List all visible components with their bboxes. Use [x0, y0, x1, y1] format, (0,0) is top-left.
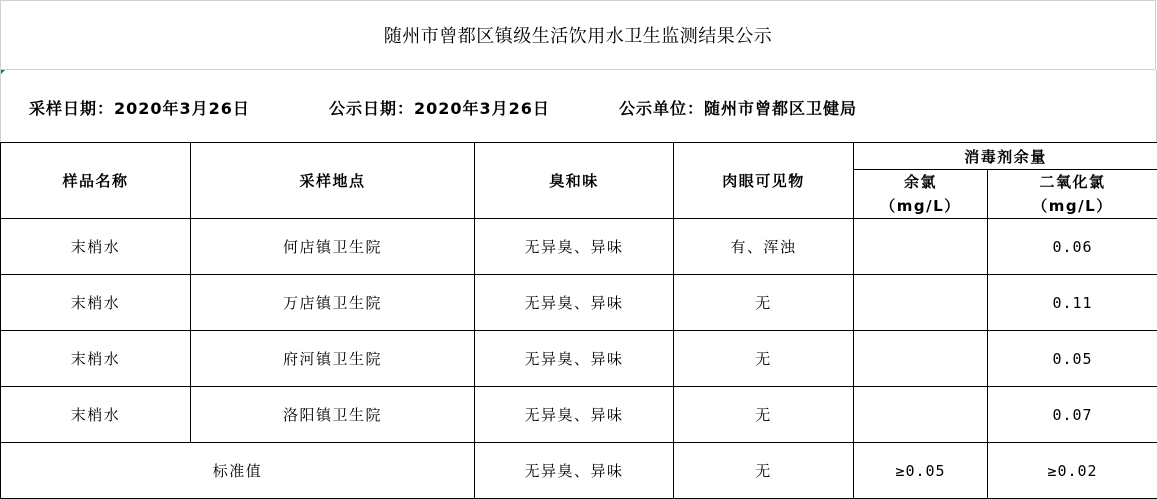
table-row — [1, 219, 1157, 275]
standard-chlorine: ≥0.05 — [854, 443, 988, 499]
standard-row — [1, 443, 1157, 499]
cell-dioxide: 0.11 — [988, 275, 1157, 331]
cell-location: 洛阳镇卫生院 — [191, 387, 475, 443]
cell-dioxide: 0.06 — [988, 219, 1157, 275]
header-sample-name: 样品名称 — [1, 143, 191, 219]
cell-visible: 无 — [674, 331, 854, 387]
header-visible-matter: 肉眼可见物 — [674, 143, 854, 219]
cell-odor: 无异臭、异味 — [475, 275, 674, 331]
cell-odor: 无异臭、异味 — [475, 331, 674, 387]
cell-location: 何店镇卫生院 — [191, 219, 475, 275]
standard-label: 标准值 — [1, 443, 475, 499]
standard-odor: 无异臭、异味 — [475, 443, 674, 499]
standard-dioxide: ≥0.02 — [988, 443, 1157, 499]
meta-info-row — [0, 70, 1157, 142]
cell-sample: 末梢水 — [1, 331, 191, 387]
cell-sample: 末梢水 — [1, 275, 191, 331]
table-row — [1, 331, 1157, 387]
page-title: 随州市曾都区镇级生活饮用水卫生监测结果公示 — [0, 0, 1156, 70]
header-chlorine-label: 余氯 — [854, 170, 987, 194]
cell-dioxide: 0.07 — [988, 387, 1157, 443]
cell-odor: 无异臭、异味 — [475, 219, 674, 275]
cell-chlorine — [854, 275, 988, 331]
cell-location: 府河镇卫生院 — [191, 331, 475, 387]
cell-sample: 末梢水 — [1, 219, 191, 275]
sampling-date: 采样日期：2020年3月26日 — [29, 96, 250, 119]
table-row — [1, 275, 1157, 331]
cell-location: 万店镇卫生院 — [191, 275, 475, 331]
header-dioxide-unit: （mg/L） — [988, 194, 1157, 218]
cell-chlorine — [854, 219, 988, 275]
header-chlorine — [854, 170, 988, 219]
header-location: 采样地点 — [191, 143, 475, 219]
cell-chlorine — [854, 387, 988, 443]
cell-sample: 末梢水 — [1, 387, 191, 443]
cell-visible: 无 — [674, 387, 854, 443]
cell-dioxide: 0.05 — [988, 331, 1157, 387]
cell-visible: 有、浑浊 — [674, 219, 854, 275]
header-dioxide-label: 二氧化氯 — [988, 170, 1157, 194]
cell-odor: 无异臭、异味 — [475, 387, 674, 443]
publish-unit: 公示单位：随州市曾都区卫健局 — [619, 96, 857, 119]
table-row — [1, 387, 1157, 443]
monitoring-results-table — [0, 142, 1157, 499]
cell-chlorine — [854, 331, 988, 387]
cell-visible: 无 — [674, 275, 854, 331]
header-chlorine-unit: （mg/L） — [854, 194, 987, 218]
publish-date: 公示日期：2020年3月26日 — [329, 96, 550, 119]
header-residual-group: 消毒剂余量 — [854, 143, 1157, 170]
header-odor: 臭和味 — [475, 143, 674, 219]
header-chlorine-dioxide — [988, 170, 1157, 219]
standard-visible: 无 — [674, 443, 854, 499]
